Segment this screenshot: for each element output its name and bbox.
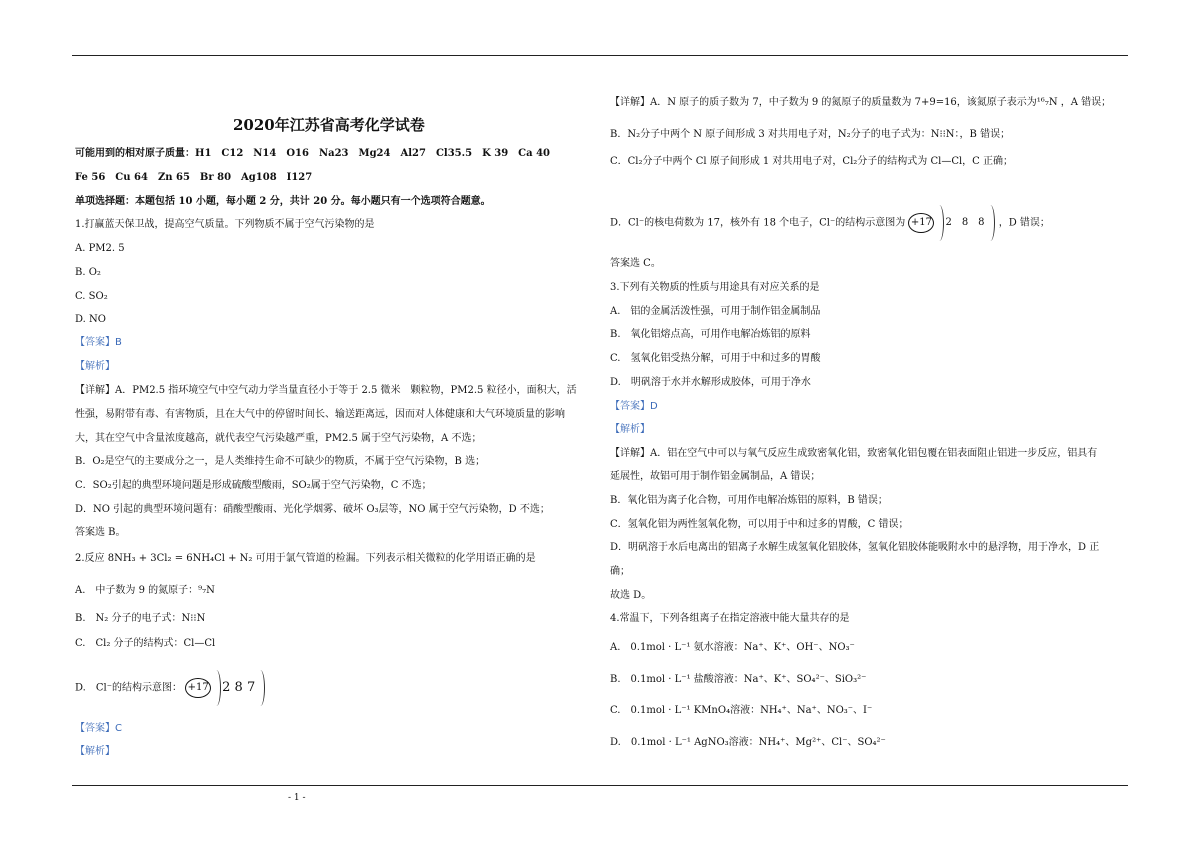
q2-option-a: A. 中子数为 9 的氮原子：⁹₇N (75, 585, 215, 596)
q4-option-b: B. 0.1mol · L⁻¹ 盐酸溶液：Na⁺、K⁺、SO₄²⁻、SiO₃²⁻ (610, 674, 867, 685)
q1-detail-3: 大，其在空气中含量浓度越高，就代表空气污染越严重，PM2.5 属于空气污染物，A 不选； (75, 433, 482, 444)
q1-detail-2: 性强，易附带有毒、有害物质，且在大气中的停留时间长、输送距离远，因而对人体健康和大气环境质量的影响 (75, 409, 565, 420)
q1-detail-7: 答案选 B。 (75, 527, 126, 538)
electron-shell-arc (212, 670, 221, 706)
electron-shell-arc (256, 670, 265, 706)
footer-rule (72, 785, 1128, 786)
electron-shell-arc (935, 205, 944, 241)
shell-electrons: 2 8 8 (945, 217, 985, 228)
chloride-ion-diagram (908, 205, 995, 241)
q3-detail-5: D．明矾溶于水后电离出的铝离子水解生成氢氧化铝胶体，氢氧化铝胶体能吸附水中的悬浮物，用于净水，D 正 (610, 542, 1100, 553)
q4-option-d: D. 0.1mol · L⁻¹ AgNO₃溶液：NH₄⁺、Mg²⁺、Cl⁻、SO₄²⁻ (610, 737, 886, 748)
q1-answer: 【答案】B (75, 337, 122, 348)
question-1: 1.打赢蓝天保卫战，提高空气质量。下列物质不属于空气污染物的是 (75, 219, 375, 230)
q3-option-b: B. 氧化铝熔点高，可用作电解冶炼铝的原料 (610, 329, 811, 340)
q1-detail-4: B．O₂是空气的主要成分之一，是人类维持生命不可缺少的物质，不属于空气污染物，B 选； (75, 456, 486, 467)
chloride-structure-diagram (185, 670, 266, 706)
nucleus-charge: +17 (908, 213, 934, 233)
q3-detail-4: C．氢氧化铝为两性氢氧化物，可以用于中和过多的胃酸，C 错误； (610, 519, 909, 530)
q3-option-a: A. 铝的金属活泼性强，可用于制作铝金属制品 (610, 306, 821, 317)
q2-detail-4-end: ，D 错误； (998, 217, 1050, 229)
q4-option-a: A. 0.1mol · L⁻¹ 氨水溶液：Na⁺、K⁺、OH⁻、NO₃⁻ (610, 642, 855, 653)
q1-option-d: D. NO (75, 314, 106, 325)
q3-option-c: C. 氢氧化铝受热分解，可用于中和过多的胃酸 (610, 353, 821, 364)
q2-analysis-label: 【解析】 (75, 746, 115, 757)
electron-shell-arc (986, 205, 995, 241)
question-3: 3.下列有关物质的性质与用途具有对应关系的是 (610, 282, 820, 293)
q1-detail-1: 【详解】A．PM2.5 指环境空气中空气动力学当量直径小于等于 2.5 微米 颗粒物，PM2.5 粒径小，面积大，活 (75, 385, 577, 396)
q2-detail-4-text: D．Cl⁻的核电荷数为 17，核外有 18 个电子，Cl⁻的结构示意图为 (610, 217, 906, 229)
q1-detail-5: C．SO₂引起的典型环境问题是形成硫酸型酸雨，SO₂属于空气污染物，C 不选； (75, 480, 432, 491)
question-4: 4.常温下，下列各组离子在指定溶液中能大量共存的是 (610, 613, 850, 624)
page-title: 2020年江苏省高考化学试卷 (233, 116, 425, 134)
q3-detail-3: B．氧化铝为离子化合物，可用作电解冶炼铝的原料，B 错误； (610, 495, 888, 506)
atomic-masses-line1: 可能用到的相对原子质量：H1 C12 N14 O16 Na23 Mg24 Al27 Cl35.5 K 39 Ca 40 (75, 148, 550, 159)
q2-option-b: B. N₂ 分子的电子式：N⁝⁝N (75, 613, 206, 624)
atomic-masses-line2: Fe 56 Cu 64 Zn 65 Br 80 Ag108 I127 (75, 172, 313, 183)
q3-option-d: D. 明矾溶于水并水解形成胶体，可用于净水 (610, 377, 811, 388)
q3-detail-2: 延展性，故铝可用于制作铝金属制品，A 错误； (610, 471, 821, 482)
page-number: - 1 - (288, 793, 306, 803)
q3-answer: 【答案】D (610, 401, 658, 412)
q2-detail-4 (610, 205, 1050, 241)
q2-answer: 【答案】C (75, 723, 122, 734)
q1-option-a: A. PM2. 5 (75, 243, 125, 254)
q1-option-b: B. O₂ (75, 267, 101, 278)
shell-electrons: 2 8 7 (222, 680, 256, 695)
nucleus-charge: +17 (185, 678, 211, 698)
q2-option-c: C. Cl₂ 分子的结构式：Cl—Cl (75, 638, 216, 649)
q3-detail-7: 故选 D。 (610, 590, 652, 601)
q1-detail-6: D．NO 引起的典型环境问题有：硝酸型酸雨、光化学烟雾、破坏 O₃层等，NO 属于空气污染物，D 不选； (75, 504, 550, 515)
q3-analysis-label: 【解析】 (610, 424, 650, 435)
header-rule (72, 55, 1128, 56)
q2-conclusion: 答案选 C。 (610, 258, 661, 269)
q2-detail-2: B．N₂分子中两个 N 原子间形成 3 对共用电子对，N₂分子的电子式为：N⁝⁝N：，B 错误； (610, 129, 1011, 140)
q3-detail-6: 确； (610, 566, 630, 577)
q2-detail-3: C．Cl₂分子中两个 Cl 原子间形成 1 对共用电子对，Cl₂分子的结构式为 Cl—Cl，C 正确； (610, 156, 1014, 167)
q3-detail-1: 【详解】A．铝在空气中可以与氧气反应生成致密氧化铝，致密氧化铝包覆在铝表面阻止铝进一步反应，铝具有 (610, 448, 1098, 459)
q1-analysis-label: 【解析】 (75, 361, 115, 372)
section-heading: 单项选择题：本题包括 10 小题，每小题 2 分，共计 20 分。每小题只有一个选项符合题意。 (75, 196, 491, 207)
q4-option-c: C. 0.1mol · L⁻¹ KMnO₄溶液：NH₄⁺、Na⁺、NO₃⁻、I⁻ (610, 705, 873, 716)
question-2: 2.反应 8NH₃ + 3Cl₂ = 6NH₄Cl + N₂ 可用于氯气管道的检漏。下列表示相关微粒的化学用语正确的是 (75, 553, 536, 564)
q2-option-d-text: D. Cl⁻的结构示意图： (75, 682, 182, 694)
q2-detail-1: 【详解】A．N 原子的质子数为 7，中子数为 9 的氮原子的质量数为 7+9=16，该氮原子表示为¹⁶₇N ，A 错误； (610, 97, 1112, 108)
q2-option-d (75, 670, 266, 706)
q1-option-c: C. SO₂ (75, 291, 108, 302)
